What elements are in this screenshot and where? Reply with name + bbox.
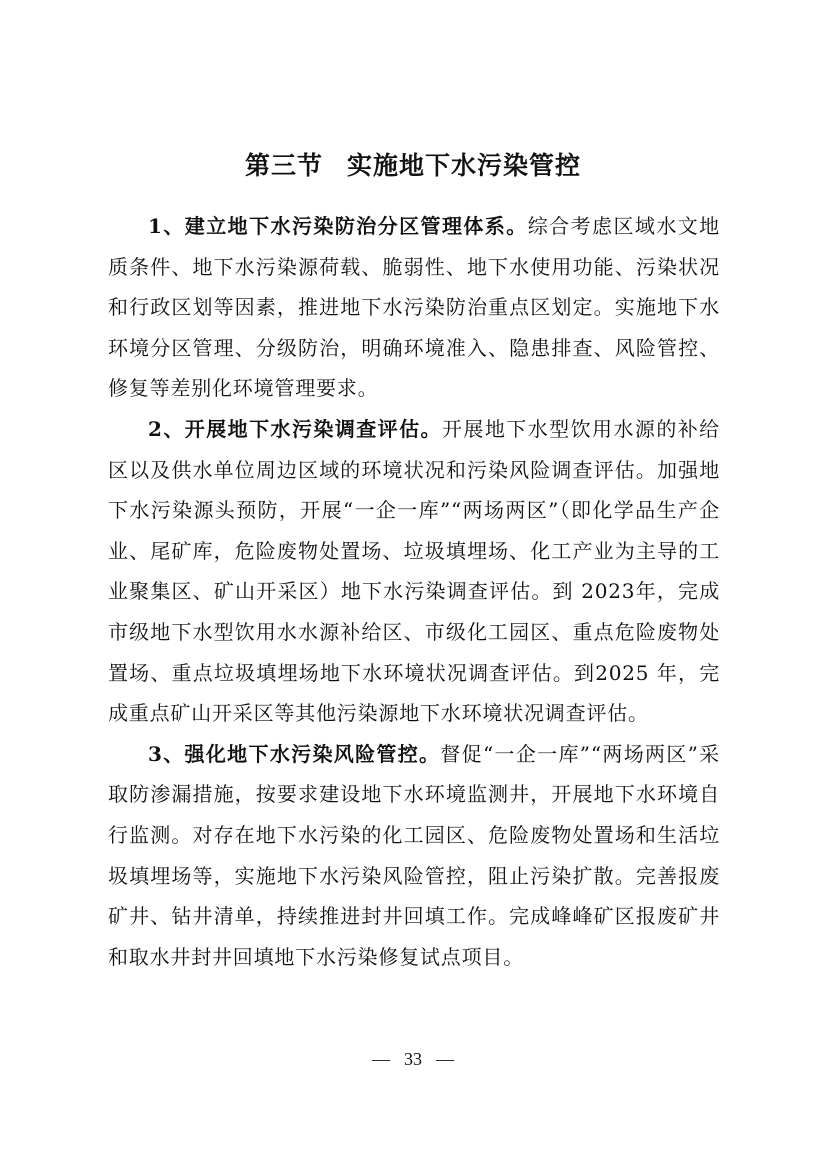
footer-dash-left: — [372, 1049, 390, 1069]
paragraph-3-lead: 3、强化地下水污染风险管控。 [148, 741, 441, 766]
body-text [108, 206, 720, 977]
page-number: 33 [404, 1049, 422, 1069]
paragraph-2-text: 开展地下水型饮用水源的补给区以及供水单位周边区域的环境状况和污染风险调查评估。加强地下水污染源头预防，开展“一企一库”“两场两区”（即化学品生产企业、尾矿库，危险废物处置场、垃圾填埋场、化工产业为主导的工业聚集区、矿山开采区）地下水污染调查评估。到 2023年，完成市级地下水型饮用水水源补给区、市级化工园区、重点危险废物处置场、重点垃圾填埋场地下水环境状况调查评估。到2025 年，完成重点矿山开采区等其他污染源地下水环境状况调查评估。 [108, 416, 720, 726]
paragraph-1-text: 综合考虑区域水文地质条件、地下水污染源荷载、脆弱性、地下水使用功能、污染状况和行政区划等因素，推进地下水污染防治重点区划定。实施地下水环境分区管理、分级防治，明确环境准入、隐患排查、风险管控、修复等差别化环境管理要求。 [108, 214, 720, 401]
paragraph-1 [108, 206, 720, 409]
paragraph-3-text: 督促“一企一库”“两场两区”采取防渗漏措施，按要求建设地下水环境监测井，开展地下水环境自行监测。对存在地下水污染的化工园区、危险废物处置场和生活垃圾填埋场等，实施地下水污染风险管控，阻止污染扩散。完善报废矿井、钻井清单，持续推进封井回填工作。完成峰峰矿区报废矿井和取水井封井回填地下水污染修复试点项目。 [108, 741, 720, 969]
paragraph-2 [108, 409, 720, 734]
section-heading: 实施地下水污染管控 [347, 151, 582, 180]
paragraph-2-lead: 2、开展地下水污染调查评估。 [148, 416, 442, 441]
section-title [0, 146, 826, 186]
paragraph-3 [108, 734, 720, 978]
page-footer [0, 1044, 826, 1074]
footer-dash-right: — [436, 1049, 454, 1069]
section-number: 第三节 [244, 151, 323, 180]
paragraph-1-lead: 1、建立地下水污染防治分区管理体系。 [148, 214, 528, 238]
